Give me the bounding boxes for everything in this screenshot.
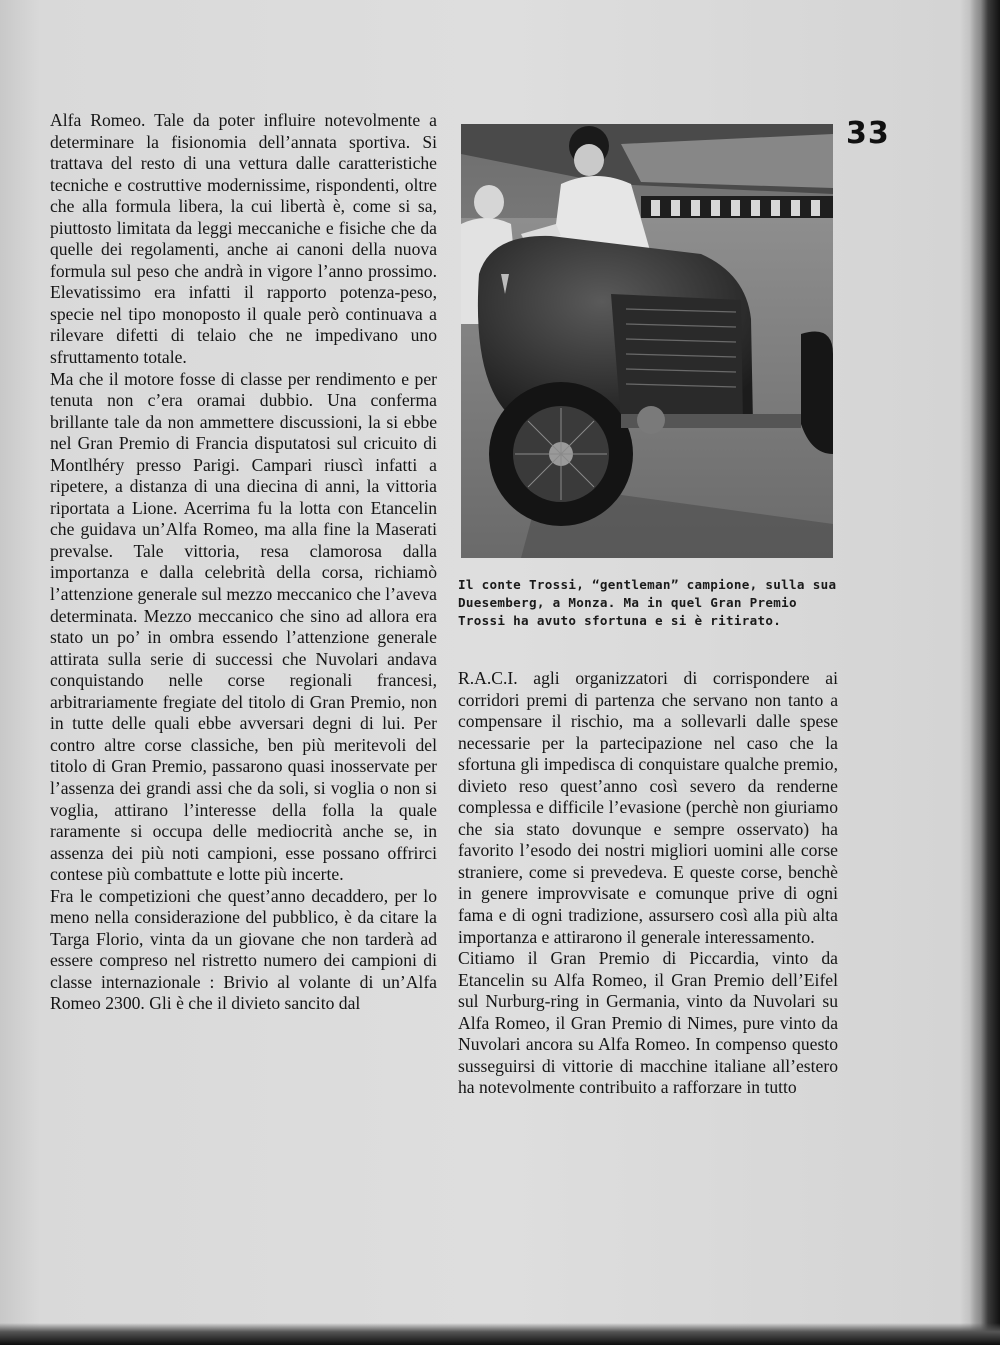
race-car-photo [461,124,833,558]
page-edge-shadow [970,0,1000,1345]
page-number: 33 [846,116,890,151]
left-paragraph-3: Fra le competizioni che quest’anno decaddero, per lo meno nella considerazione del pubblico, è da citare la Targa Florio, vinta da un giovane che non tarderà ad essere compreso nel ristretto numero dei campioni di classe internazionale : Brivio al volante di un’Alfa Romeo 2300. Gli è che il divieto sancito dal [50,885,437,1014]
photo-caption: Il conte Trossi, “gentleman” campione, sulla sua Duesemberg, a Monza. Ma in quel Gran Premio Trossi ha avuto sfortuna e si è ritirato. [458,577,837,628]
left-paragraph-2: Ma che il motore fosse di classe per rendimento e per tenuta non c’era oramai dubbio. Una conferma brillante tale da non ammettere discussioni, la si ebbe nel Gran Premio di Francia disputatosi sul cricuito di Montlhéry presso Parigi. Campari riuscì infatti a ripetere, a distanza di una diecina di anni, la vittoria riportata a Lione. Acerrima fu la lotta con Etancelin che guidava un’Alfa Romeo, ma alla fine la Maserati prevalse. Tale vittoria, resa clamorosa dalla importanza e dalla celebrità della corsa, richiamò l’attenzione generale sul mezzo meccanico che l’aveva determinata. Mezzo meccanico che sino ad allora era stato un po’ in ombra essendo l’attenzione generale attirata sulla serie di successi che Nuvolari andava conquistando nelle corse regionali francesi, arbitrariamente fregiate del titolo di Gran Premio, non in tutte delle quali ebbe avversari degni di lui. Per contro altre corse classiche, ben più meritevoli del titolo di Gran Premio, passarono quasi inosservate per l’assenza dei grandi assi che da soli, si voglia o non si voglia, attirano l’interesse della folla la quale raramente si occupa delle mediocrità anche se, in assenza dei più noti campioni, esse possano offrirci contese più combattute e lotte più incerte. [50,368,437,885]
left-paragraph-1: Alfa Romeo. Tale da poter influire notevolmente a determinare la fisionomia dell’annata sportiva. Si trattava del resto di una vettura dalle caratteristiche tecniche e costruttive modernissime, rispondenti, oltre che alla formula libera, la cui libertà è, come si sa, piuttosto limitata da leggi meccaniche e fisiche che da quelle dei regolamenti, anche ai canoni della nuova formula sul peso che andrà in vigore l’anno prossimo. Elevatissimo era infatti il rapporto potenza-peso, specie nel tipo monoposto il quale però continuava a rilevare difetti di telaio che ne impedivano uno sfruttamento totale. [50,110,437,368]
right-paragraph-1: R.A.C.I. agli organizzatori di corrispondere ai corridori premi di partenza che servano non tanto a compensare il rischio, ma a sollevarli dalle spese necessarie per la partecipazione nel caso che la sfortuna gli impedisca di conquistare qualche premio, divieto reso quest’anno così severo da renderne complessa e difficile l’evasione (perchè non giuriamo che sia stato dovunque e sempre osservato) ha favorito l’esodo dei nostri migliori uomini alle corse straniere, come si prevedeva. E queste corse, benchè in genere improvvisate e comunque prive di ogni fama e di ogni tradizione, assursero così alla più alta importanza e attirarono il generale interessamento. [458,668,838,947]
page-bottom-shadow [0,1323,1000,1345]
right-text-column [458,668,838,1099]
left-text-column [50,110,437,1015]
race-car-photo-illustration [461,124,833,558]
right-paragraph-2: Citiamo il Gran Premio di Piccardia, vinto da Etancelin su Alfa Romeo, il Gran Premio dell’Eifel sul Nurburg-ring in Germania, vinto da Nuvolari su Alfa Romeo, il Gran Premio di Nimes, pure vinto da Nuvolari ancora su Alfa Romeo. In compenso questo susseguirsi di vittorie di macchine italiane all’estero ha notevolmente contribuito a rafforzare in tutto [458,948,838,1098]
